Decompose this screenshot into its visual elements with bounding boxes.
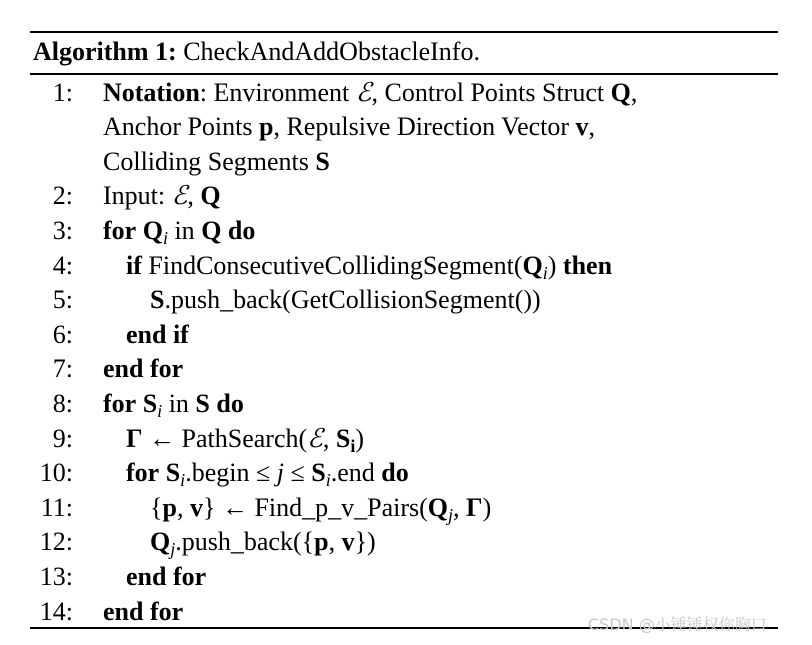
line-number-10: 10: [39,458,73,487]
line-number-11: 11: [40,493,73,522]
line-9-text: Γ ← PathSearch(ℰ, $S_i$) [126,424,365,456]
line-4-text: if $FindConsecutiveCollidingSegment(Q_i)$ then [126,251,613,283]
algorithm-title [33,32,480,72]
line-number-9: 9: [52,424,73,453]
line-number-7: 7: [52,354,73,383]
line-6-text: end if [126,320,189,349]
line-number-12: 12: [39,527,73,556]
line-13-text: end for [126,562,207,591]
line-3-text: for $Q_i$ in Q do [103,216,256,248]
csdn-watermark: CSDN @小锤锤权你胸口 [588,615,767,634]
line-number-13: 13: [39,562,73,591]
header-rule [30,73,778,75]
line-number-2: 2: [52,181,73,210]
line-8-text: for $S_i$ in S do [103,389,244,421]
line-number-5: 5: [52,285,73,314]
line-12-text: $Q_j.push\_back(\{p$, v}) [150,527,376,559]
line-number-3: 3: [52,216,73,245]
algorithm-label: Algorithm 1: [33,37,177,66]
line-10-text: for $S_i.begin \le j \le S_i.end$ do [126,458,409,490]
line-number-8: 8: [52,389,73,418]
line-1-text-cont: Anchor Points p, Repulsive Direction Vector v, [103,112,596,141]
line-1-text-cont2: Colliding Segments S [103,147,330,176]
line-1-text: Notation: Environment ℰ, Control Points Struct Q, [103,78,638,108]
line-2-text: Input: ℰ, Q [103,181,221,211]
line-number-6: 6: [52,320,73,349]
line-5-text: S.push_back(GetCollisionSegment()) [150,285,541,314]
line-number-14: 14: [39,597,73,626]
line-7-text: end for [103,354,184,383]
line-number-4: 4: [52,251,73,280]
line-11-text: {p, v} ← $Find\_p\_v\_Pairs(Q_j$, Γ) [150,493,492,525]
line-number-1: 1: [52,78,73,107]
line-14-text: end for [103,597,184,626]
algorithm-name: CheckAndAddObstacleInfo. [183,37,480,66]
